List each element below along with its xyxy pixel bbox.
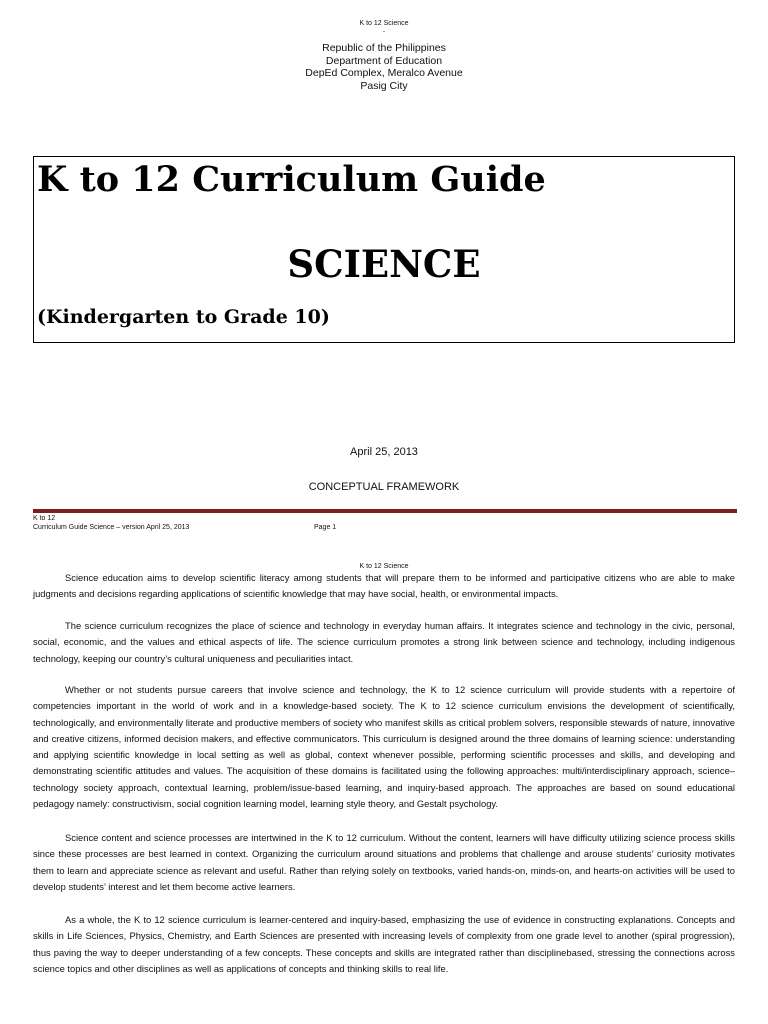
address-block [0, 42, 768, 92]
paragraph-1: Science education aims to develop scientific literacy among students that will prepare them to be informed and participative citizens who are able to make judgments and decisions regarding applications of scientific knowledge that may have social, health, or environmental impacts. [33, 572, 735, 600]
paragraph-5: As a whole, the K to 12 science curriculum is learner-centered and inquiry-based, emphasizing the use of evidence in constructing explanations. Concepts and skills in Life Sciences, Physics, Chemistry, and Earth Sciences are presented with increasing levels of complexity from one grade level to another (spiral progression), thus paving the way to deeper understanding of a few concepts. These concepts and skills are integrated rather than disciplinebased, stressing the connections across science topics and other disciplines as well as applications of concepts and thinking skills to real life. [33, 914, 735, 974]
paragraph-3: Whether or not students pursue careers that involve science and technology, the K to 12 science curriculum will provide students with a repertoire of competencies important in the world of work and in a knowledge-based society. The K to 12 science curriculum envisions the development of scientifically, technologically, and environmentally literate and productive members of society who manifest skills as critical problem solvers, responsible stewards of nature, innovative and creative citizens, informed decision makers, and effective communicators. This curriculum is designed around the three domains of learning science: understanding and applying scientific knowledge in local setting as well as global, context whenever possible, performing scientific processes and skills, and developing and demonstrating scientific attitudes and values. The acquisition of these domains is facilitated using the following approaches: multi/interdisciplinary approach, science–technology society approach, contextual learning, problem/issue-based learning, and inquiry-based approach. The approaches are based on sound educational pedagogy namely: constructivism, social cognition learning model, learning style theory, and Gestalt psychology. [33, 684, 735, 810]
footer-page-number: Page 1 [314, 524, 337, 531]
title-subject: SCIENCE [287, 242, 481, 286]
title-grade-range: (Kindergarten to Grade 10) [37, 306, 330, 328]
running-title: K to 12 Science [359, 20, 409, 27]
title-box [33, 156, 735, 343]
footer-line-2: Curriculum Guide Science – version April 25, 2013 [33, 524, 190, 531]
page2-running-title: K to 12 Science [359, 563, 409, 570]
footer-line-1: K to 12 [33, 515, 56, 522]
paragraph-4: Science content and science processes are intertwined in the K to 12 curriculum. Without the content, learners will have difficulty utilizing science process skills since these processes are best learned in context. Organizing the curriculum around situations and problems that challenge and arouse students’ curiosity motivates them to learn and appreciate science as relevant and useful. Rather than relying solely on textbooks, varied hands-on, minds-on, and hearts-on activities will be used to develop students’ interest and let them become active learners. [33, 832, 735, 892]
footer-rule [33, 509, 737, 513]
address-line-country: Republic of the Philippines [322, 42, 446, 54]
paragraph-2: The science curriculum recognizes the place of science and technology in everyday human affairs. It integrates science and technology in the civic, personal, social, economic, and the values and ethical aspects of life. The science curriculum promotes a strong link between science and technology, including indigenous technology, keeping our country’s cultural uniqueness and peculiarities intact. [33, 620, 735, 664]
section-title: CONCEPTUAL FRAMEWORK [308, 481, 460, 493]
header-dash: - [382, 29, 386, 36]
address-line-city: Pasig City [360, 79, 408, 92]
document-date: April 25, 2013 [350, 446, 418, 458]
title-main: K to 12 Curriculum Guide [37, 159, 546, 200]
address-line-street: DepEd Complex, Meralco Avenue [305, 67, 463, 79]
address-line-department: Department of Education [325, 54, 443, 67]
